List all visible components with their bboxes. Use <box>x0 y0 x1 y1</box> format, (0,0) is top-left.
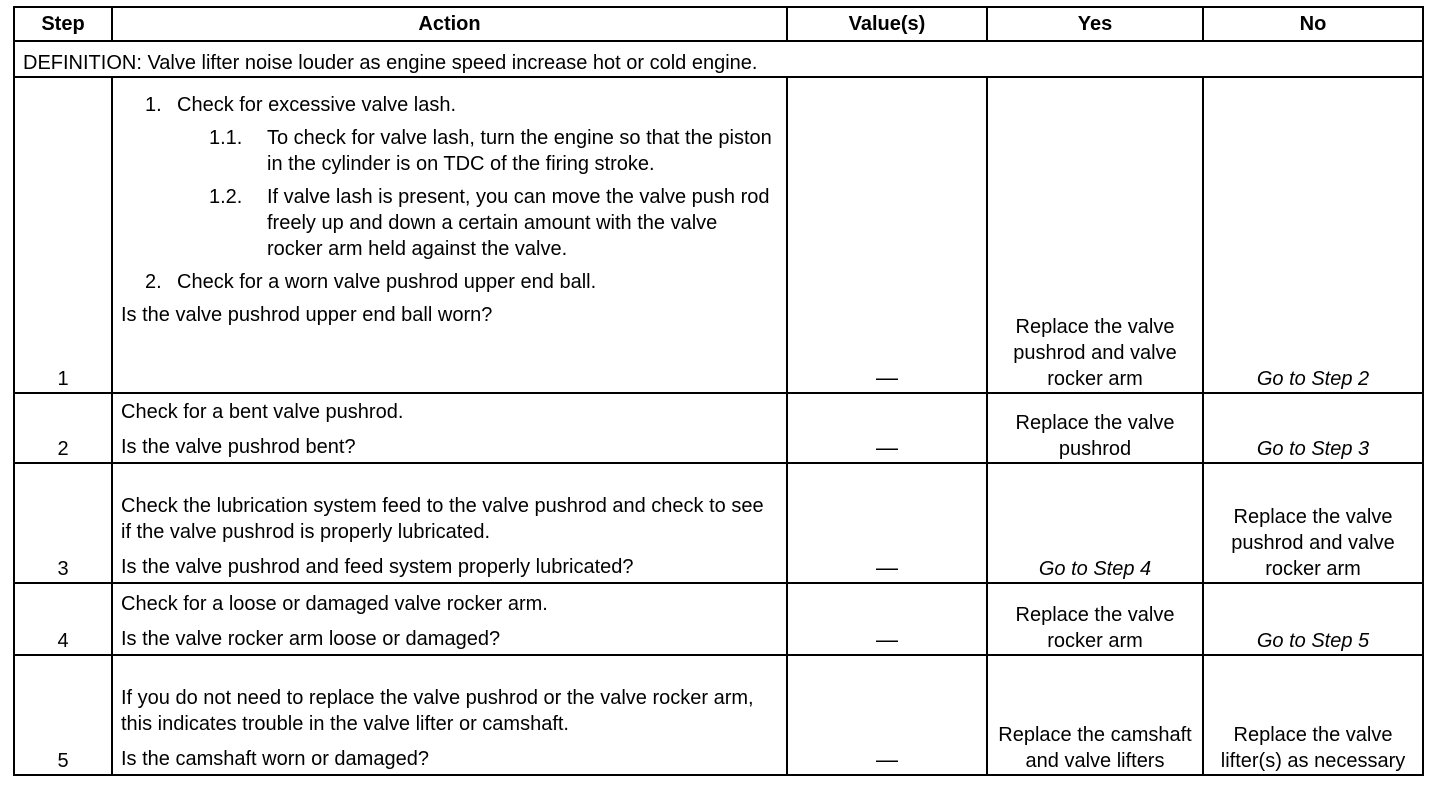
header-action: Action <box>112 7 787 41</box>
no-cell: Replace the valve pushrod and valve rocker arm <box>1203 463 1423 583</box>
table-row <box>14 463 1423 583</box>
value-dash: — <box>876 627 898 652</box>
no-cell: Go to Step 5 <box>1203 583 1423 655</box>
step-number: 5 <box>14 655 112 775</box>
action-subitem <box>121 184 778 262</box>
table-row <box>14 77 1423 393</box>
value-cell <box>787 393 987 463</box>
action-text: Check for a bent valve pushrod. <box>121 401 404 423</box>
action-text: Check the lubrication system feed to the valve pushrod and check to see if the valve pushrod is properly lubricated. <box>121 495 764 543</box>
yes-cell: Replace the camshaft and valve lifters <box>987 655 1203 775</box>
action-item <box>121 269 778 295</box>
action-question: Is the valve pushrod bent? <box>121 436 356 458</box>
action-question: Is the camshaft worn or damaged? <box>121 748 429 770</box>
action-item <box>121 92 778 118</box>
value-cell <box>787 655 987 775</box>
action-text: If you do not need to replace the valve pushrod or the valve rocker arm, this indicates trouble in the valve lifter or camshaft. <box>121 687 754 735</box>
action-cell <box>112 463 787 583</box>
diagnostic-table <box>13 6 1424 776</box>
table-row <box>14 583 1423 655</box>
subitem-number: 1.1. <box>209 127 243 149</box>
step-number: 4 <box>14 583 112 655</box>
subitem-number: 1.2. <box>209 186 243 208</box>
action-cell <box>112 77 787 393</box>
item-number: 2. <box>145 271 162 293</box>
value-cell <box>787 77 987 393</box>
item-text: Check for a worn valve pushrod upper end ball. <box>177 271 597 293</box>
diagnostic-table-frame <box>13 6 1422 776</box>
no-cell: Replace the valve lifter(s) as necessary <box>1203 655 1423 775</box>
action-cell <box>112 393 787 463</box>
step-number: 2 <box>14 393 112 463</box>
yes-cell: Replace the valve pushrod <box>987 393 1203 463</box>
yes-cell: Replace the valve rocker arm <box>987 583 1203 655</box>
action-question: Is the valve pushrod and feed system properly lubricated? <box>121 556 634 578</box>
header-step: Step <box>14 7 112 41</box>
definition-row <box>14 41 1423 77</box>
subitem-text: To check for valve lash, turn the engine so that the piston in the cylinder is on TDC of the firing stroke. <box>267 127 772 175</box>
header-row <box>14 7 1423 41</box>
action-cell <box>112 583 787 655</box>
item-number: 1. <box>145 94 162 116</box>
table-row <box>14 393 1423 463</box>
action-text: Check for a loose or damaged valve rocker arm. <box>121 593 548 615</box>
header-values: Value(s) <box>787 7 987 41</box>
value-dash: — <box>876 555 898 580</box>
value-cell <box>787 463 987 583</box>
yes-cell: Go to Step 4 <box>987 463 1203 583</box>
action-cell <box>112 655 787 775</box>
action-question: Is the valve rocker arm loose or damaged? <box>121 628 501 650</box>
subitem-text: If valve lash is present, you can move the valve push rod freely up and down a certain amount with the valve rocker arm held against the valve. <box>267 186 770 260</box>
yes-cell: Replace the valve pushrod and valve rocker arm <box>987 77 1203 393</box>
header-yes: Yes <box>987 7 1203 41</box>
value-dash: — <box>876 747 898 772</box>
action-subitem <box>121 125 778 177</box>
step-number: 1 <box>14 77 112 393</box>
item-text: Check for excessive valve lash. <box>177 94 457 116</box>
step-number: 3 <box>14 463 112 583</box>
action-question: Is the valve pushrod upper end ball worn? <box>121 304 493 326</box>
value-dash: — <box>876 365 898 390</box>
definition-text: DEFINITION: Valve lifter noise louder as engine speed increase hot or cold engine. <box>14 41 1423 77</box>
header-no: No <box>1203 7 1423 41</box>
table-row <box>14 655 1423 775</box>
value-cell <box>787 583 987 655</box>
value-dash: — <box>876 435 898 460</box>
no-cell: Go to Step 2 <box>1203 77 1423 393</box>
no-cell: Go to Step 3 <box>1203 393 1423 463</box>
